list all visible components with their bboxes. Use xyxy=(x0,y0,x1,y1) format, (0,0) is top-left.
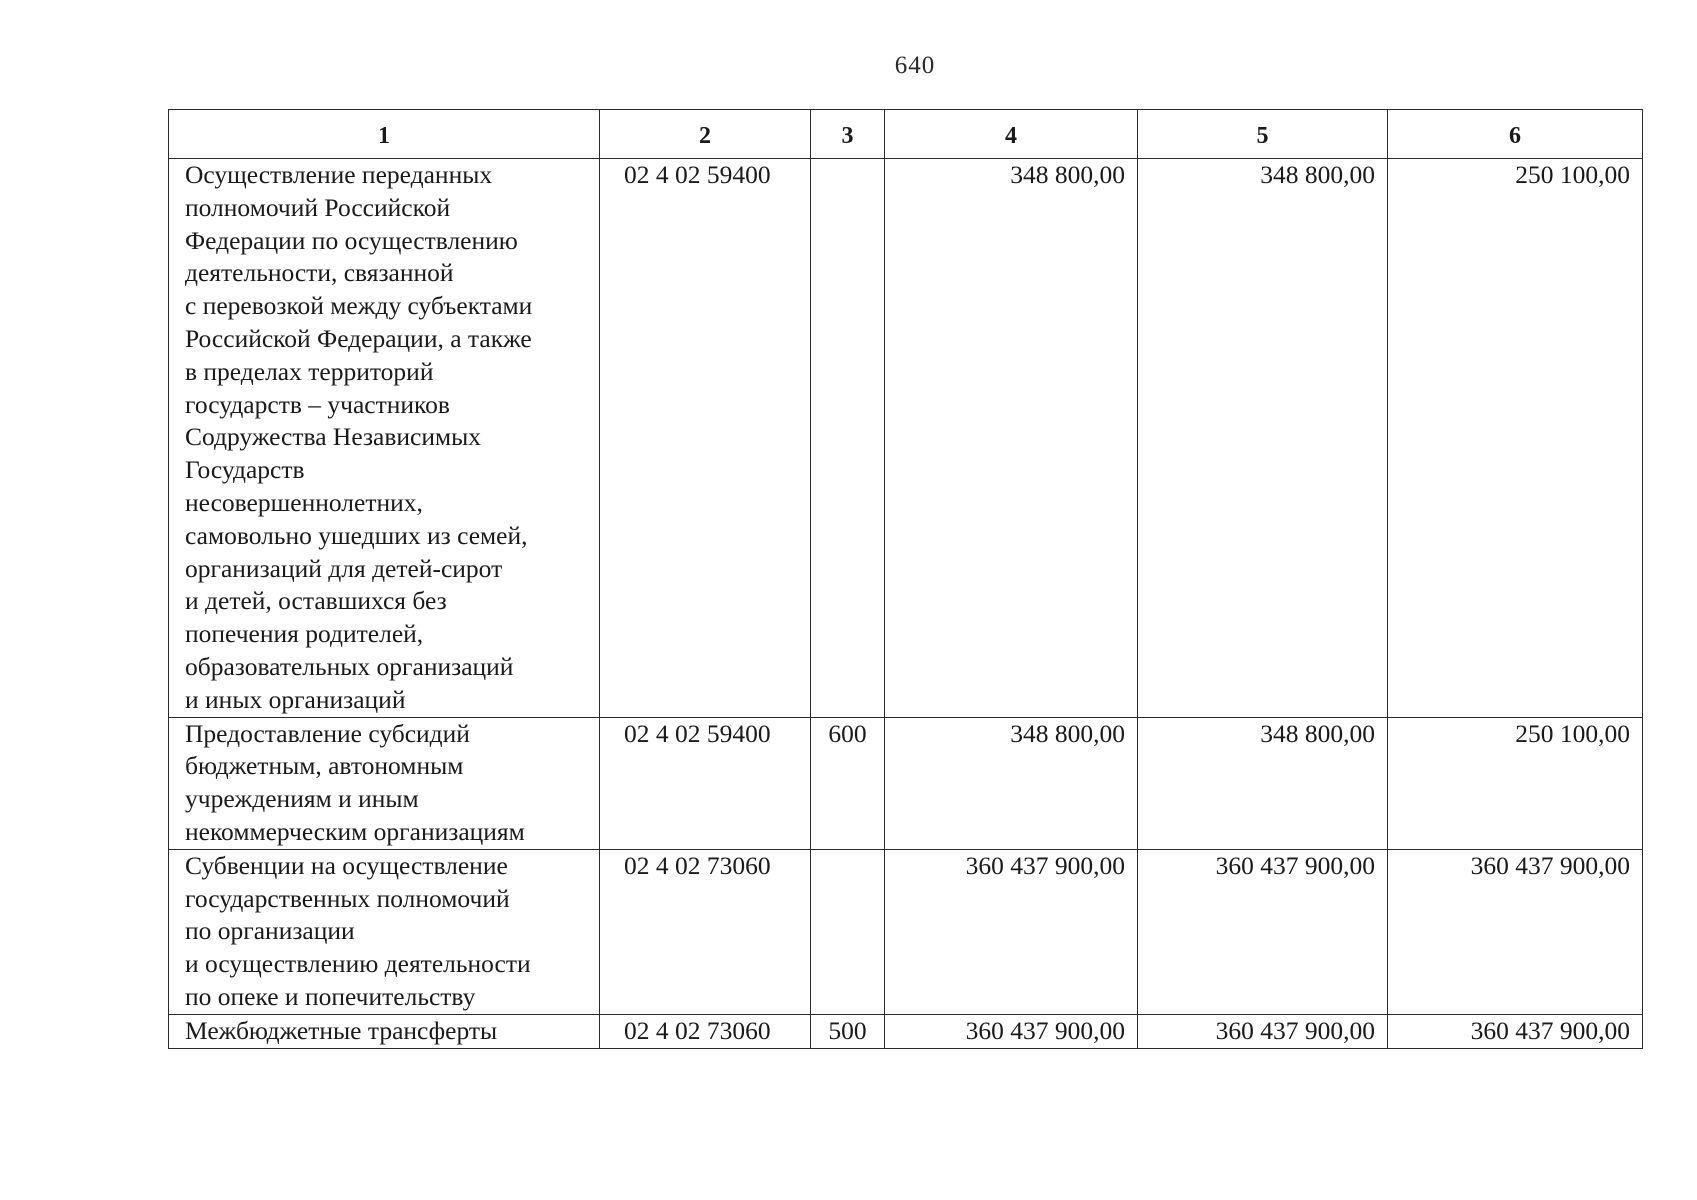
row-name-line: Межбюджетные трансферты xyxy=(185,1015,498,1045)
row-name-line: государств – участников xyxy=(185,389,450,419)
column-header: 3 xyxy=(811,110,885,159)
column-header: 2 xyxy=(600,110,811,159)
row-value-4-cell: 348 800,00 xyxy=(885,159,1138,718)
row-name-line: Содружества Независимых xyxy=(185,422,482,452)
row-name-line: Предоставление субсидий xyxy=(185,718,470,748)
row-value-4-cell: 360 437 900,00 xyxy=(885,849,1138,1014)
row-name-line: Субвенции на осуществление xyxy=(185,850,508,880)
row-code-cell: 02 4 02 73060 xyxy=(600,849,811,1014)
row-name-line: попечения родителей, xyxy=(185,619,424,649)
row-name-line: и иных организаций xyxy=(185,684,406,714)
row-name-cell xyxy=(169,849,600,1014)
row-value-5-cell: 360 437 900,00 xyxy=(1138,849,1388,1014)
table-row xyxy=(169,159,1643,718)
row-value-5-cell: 348 800,00 xyxy=(1138,159,1388,718)
table-header-row xyxy=(169,110,1643,159)
row-name-line: государственных полномочий xyxy=(185,883,510,913)
row-name-line: в пределах территорий xyxy=(185,356,434,386)
row-value-4-cell: 348 800,00 xyxy=(885,717,1138,849)
row-type-cell: 500 xyxy=(811,1014,885,1048)
row-code-cell: 02 4 02 59400 xyxy=(600,717,811,849)
row-name-line: образовательных организаций xyxy=(185,651,514,681)
row-value-6-cell: 360 437 900,00 xyxy=(1388,849,1643,1014)
table-row xyxy=(169,849,1643,1014)
page-number: 640 xyxy=(894,52,936,79)
row-name-cell xyxy=(169,717,600,849)
column-header: 6 xyxy=(1388,110,1643,159)
row-code-cell: 02 4 02 73060 xyxy=(600,1014,811,1048)
row-name-line: некоммерческим организациям xyxy=(185,816,525,846)
row-value-5-cell: 360 437 900,00 xyxy=(1138,1014,1388,1048)
row-name-line: Российской Федерации, а также xyxy=(185,323,532,353)
row-name-line: Осуществление переданных xyxy=(185,160,493,189)
row-name-line: Государств xyxy=(185,455,305,485)
row-type-cell: 600 xyxy=(811,717,885,849)
row-name-line: деятельности, связанной xyxy=(185,258,454,288)
row-name-cell xyxy=(169,159,600,718)
row-name-line: несовершеннолетних, xyxy=(185,487,423,517)
row-name-line: и осуществлению деятельности xyxy=(185,949,531,979)
row-name-line: самовольно ушедших из семей, xyxy=(185,520,528,550)
row-name-cell xyxy=(169,1014,600,1048)
table-row xyxy=(169,1014,1643,1048)
row-value-4-cell: 360 437 900,00 xyxy=(885,1014,1138,1048)
row-code-cell: 02 4 02 59400 xyxy=(600,159,811,718)
column-header: 5 xyxy=(1138,110,1388,159)
row-name-line: по организации xyxy=(185,916,355,946)
row-name-line: полномочий Российской xyxy=(185,192,451,222)
budget-table xyxy=(168,109,1643,1049)
row-name-line: бюджетным, автономным xyxy=(185,751,464,781)
table-row xyxy=(169,717,1643,849)
row-name-line: Федерации по осуществлению xyxy=(185,225,518,255)
row-value-5-cell: 348 800,00 xyxy=(1138,717,1388,849)
row-name-line: учреждениям и иным xyxy=(185,784,419,814)
row-value-6-cell: 360 437 900,00 xyxy=(1388,1014,1643,1048)
column-header: 4 xyxy=(885,110,1138,159)
row-name-line: организаций для детей-сирот xyxy=(185,553,503,583)
row-name-line: с перевозкой между субъектами xyxy=(185,291,533,321)
row-value-6-cell: 250 100,00 xyxy=(1388,159,1643,718)
row-type-cell xyxy=(811,159,885,718)
row-value-6-cell: 250 100,00 xyxy=(1388,717,1643,849)
row-type-cell xyxy=(811,849,885,1014)
column-header: 1 xyxy=(169,110,600,159)
row-name-line: по опеке и попечительству xyxy=(185,981,476,1011)
row-name-line: и детей, оставшихся без xyxy=(185,586,447,616)
